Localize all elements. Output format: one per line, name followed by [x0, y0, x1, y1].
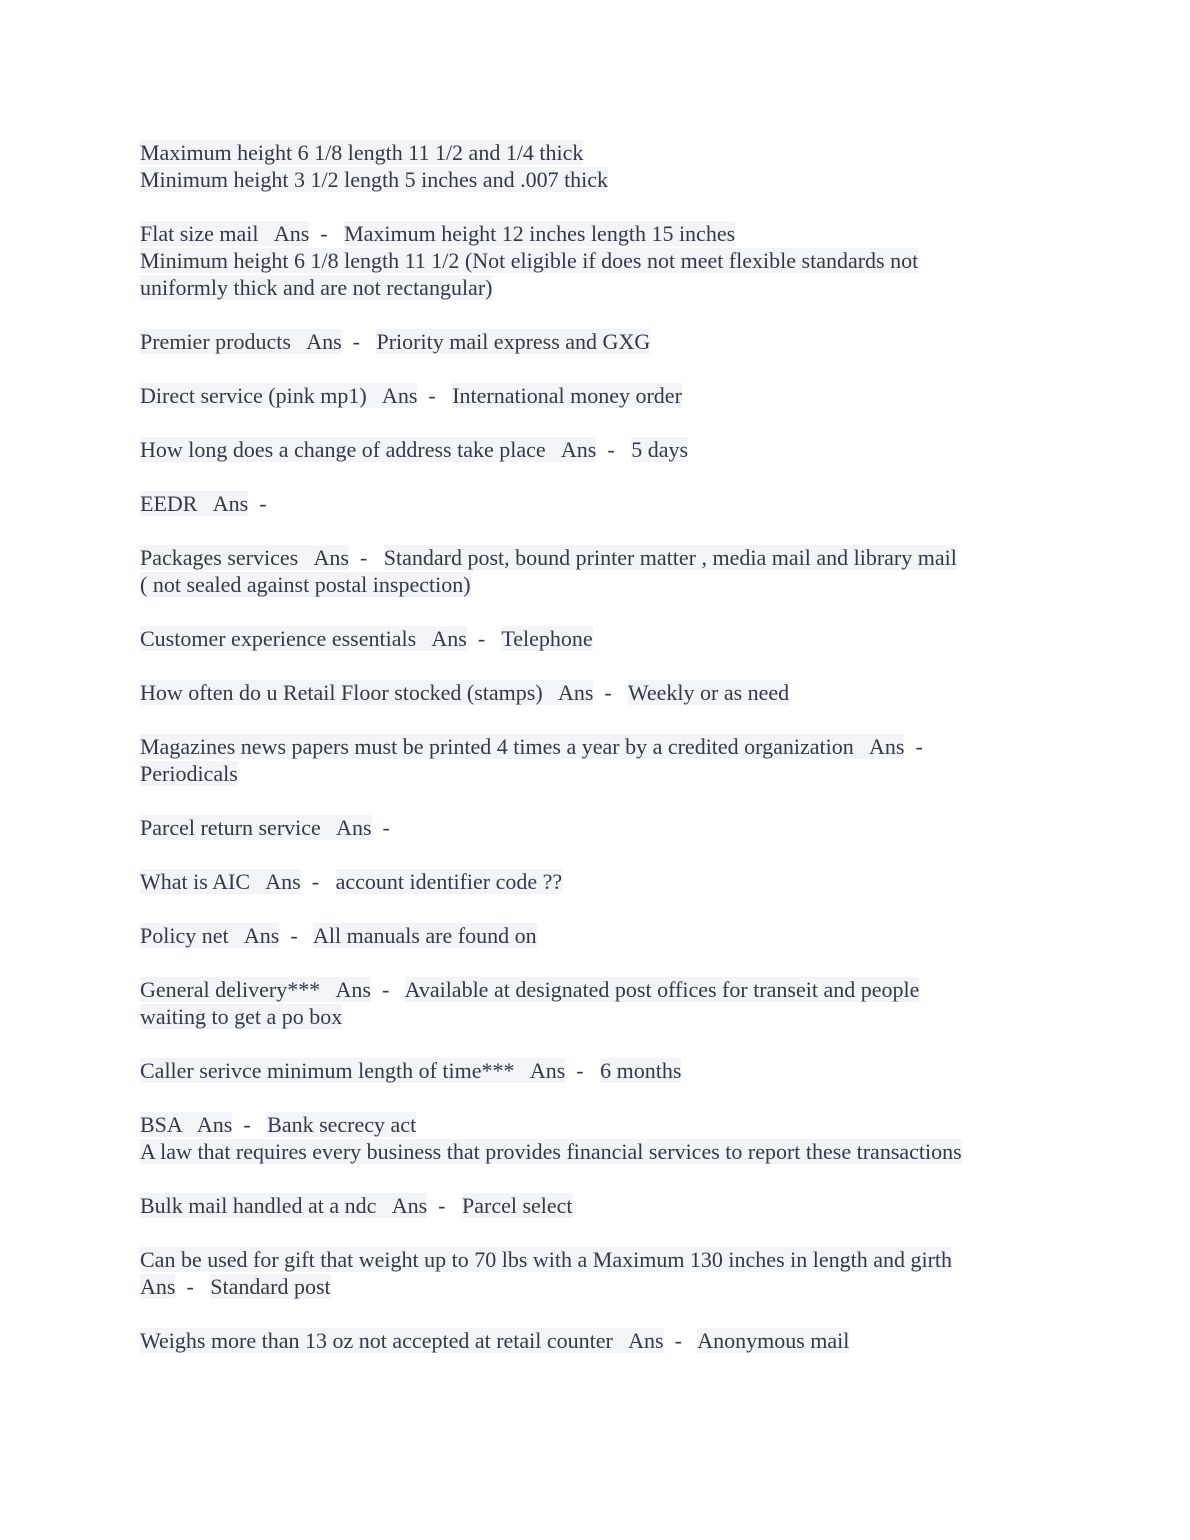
plain-text: - — [300, 869, 336, 894]
highlighted-text: Periodicals — [140, 761, 238, 786]
highlighted-text: Direct service (pink mp1) Ans — [140, 383, 418, 408]
highlighted-text: Minimum height 3 1/2 length 5 inches and .007 thick — [140, 167, 609, 192]
highlighted-text: Anonymous mail — [697, 1328, 850, 1353]
highlighted-text: waiting to get a po box — [140, 1004, 343, 1029]
highlighted-text: BSA Ans — [140, 1112, 233, 1137]
highlighted-text: International money order — [452, 383, 682, 408]
plain-text: - — [596, 437, 632, 462]
highlighted-text: Maximum height 12 inches length 15 inches — [344, 221, 736, 246]
plain-text: - — [593, 680, 628, 705]
highlighted-text: ( not sealed against postal inspection) — [140, 572, 471, 597]
highlighted-text: 5 days — [631, 437, 689, 462]
highlighted-text: What is AIC Ans — [140, 869, 301, 894]
highlighted-text: Minimum height 6 1/8 length 11 1/2 (Not eligible if does not meet flexible standards not — [140, 248, 919, 273]
qa-paragraph — [140, 679, 1070, 706]
qa-paragraph — [140, 1246, 1070, 1300]
qa-paragraph — [140, 1111, 1070, 1165]
highlighted-text: Standard post — [210, 1274, 331, 1299]
qa-paragraph — [140, 922, 1070, 949]
highlighted-text: Ans — [140, 1274, 176, 1299]
highlighted-text: How often do u Retail Floor stocked (stamps) Ans — [140, 680, 594, 705]
highlighted-text: Flat size mail Ans — [140, 221, 310, 246]
qa-paragraph — [140, 976, 1070, 1030]
highlighted-text: Caller serivce minimum length of time*** Ans — [140, 1058, 566, 1083]
qa-paragraph — [140, 490, 1070, 517]
highlighted-text: uniformly thick and are not rectangular) — [140, 275, 493, 300]
highlighted-text: Policy net Ans — [140, 923, 280, 948]
plain-text: - — [371, 815, 390, 840]
document-body — [140, 139, 1070, 1354]
plain-text: - — [427, 1193, 462, 1218]
highlighted-text: Weighs more than 13 oz not accepted at retail counter Ans — [140, 1328, 664, 1353]
highlighted-text: Maximum height 6 1/8 length 11 1/2 and 1/4 thick — [140, 140, 584, 165]
highlighted-text: Parcel select — [462, 1193, 573, 1218]
plain-text: - — [565, 1058, 601, 1083]
qa-paragraph — [140, 1327, 1070, 1354]
highlighted-text: Bulk mail handled at a ndc Ans — [140, 1193, 428, 1218]
highlighted-text: 6 months — [600, 1058, 682, 1083]
highlighted-text: Telephone — [501, 626, 593, 651]
qa-paragraph — [140, 1057, 1070, 1084]
highlighted-text: Premier products Ans — [140, 329, 342, 354]
plain-text: - — [466, 626, 502, 651]
plain-text: - — [341, 329, 377, 354]
highlighted-text: Available at designated post offices for transeit and people — [404, 977, 920, 1002]
plain-text: - — [248, 491, 267, 516]
highlighted-text: Weekly or as need — [627, 680, 790, 705]
plain-text: - — [663, 1328, 698, 1353]
qa-paragraph — [140, 382, 1070, 409]
qa-paragraph — [140, 625, 1070, 652]
highlighted-text: Can be used for gift that weight up to 70 lbs with a Maximum 130 inches in length and girth — [140, 1247, 953, 1272]
highlighted-text: Priority mail express and GXG — [376, 329, 651, 354]
plain-text: - — [904, 734, 923, 759]
highlighted-text: How long does a change of address take place Ans — [140, 437, 597, 462]
highlighted-text: Bank secrecy act — [267, 1112, 417, 1137]
highlighted-text: General delivery*** Ans — [140, 977, 371, 1002]
plain-text: - — [309, 221, 345, 246]
highlighted-text: Magazines news papers must be printed 4 times a year by a credited organization Ans — [140, 734, 905, 759]
highlighted-text: All manuals are found on — [312, 923, 537, 948]
highlighted-text: EEDR Ans — [140, 491, 249, 516]
highlighted-text: Packages services Ans — [140, 545, 349, 570]
qa-paragraph — [140, 868, 1070, 895]
qa-paragraph — [140, 544, 1070, 598]
plain-text: - — [279, 923, 313, 948]
qa-paragraph — [140, 139, 1070, 193]
highlighted-text: Parcel return service Ans — [140, 815, 372, 840]
plain-text: - — [417, 383, 453, 408]
qa-paragraph — [140, 733, 1070, 787]
qa-paragraph — [140, 1192, 1070, 1219]
highlighted-text: Customer experience essentials Ans — [140, 626, 467, 651]
highlighted-text: A law that requires every business that provides financial services to report these transactions — [140, 1139, 962, 1164]
plain-text: - — [232, 1112, 268, 1137]
qa-paragraph — [140, 220, 1070, 301]
qa-paragraph — [140, 436, 1070, 463]
highlighted-text: account identifier code ?? — [335, 869, 563, 894]
highlighted-text: Standard post, bound printer matter , media mail and library mail — [383, 545, 957, 570]
qa-paragraph — [140, 328, 1070, 355]
plain-text: - — [348, 545, 384, 570]
plain-text: - — [175, 1274, 211, 1299]
qa-paragraph — [140, 814, 1070, 841]
plain-text: - — [370, 977, 405, 1002]
